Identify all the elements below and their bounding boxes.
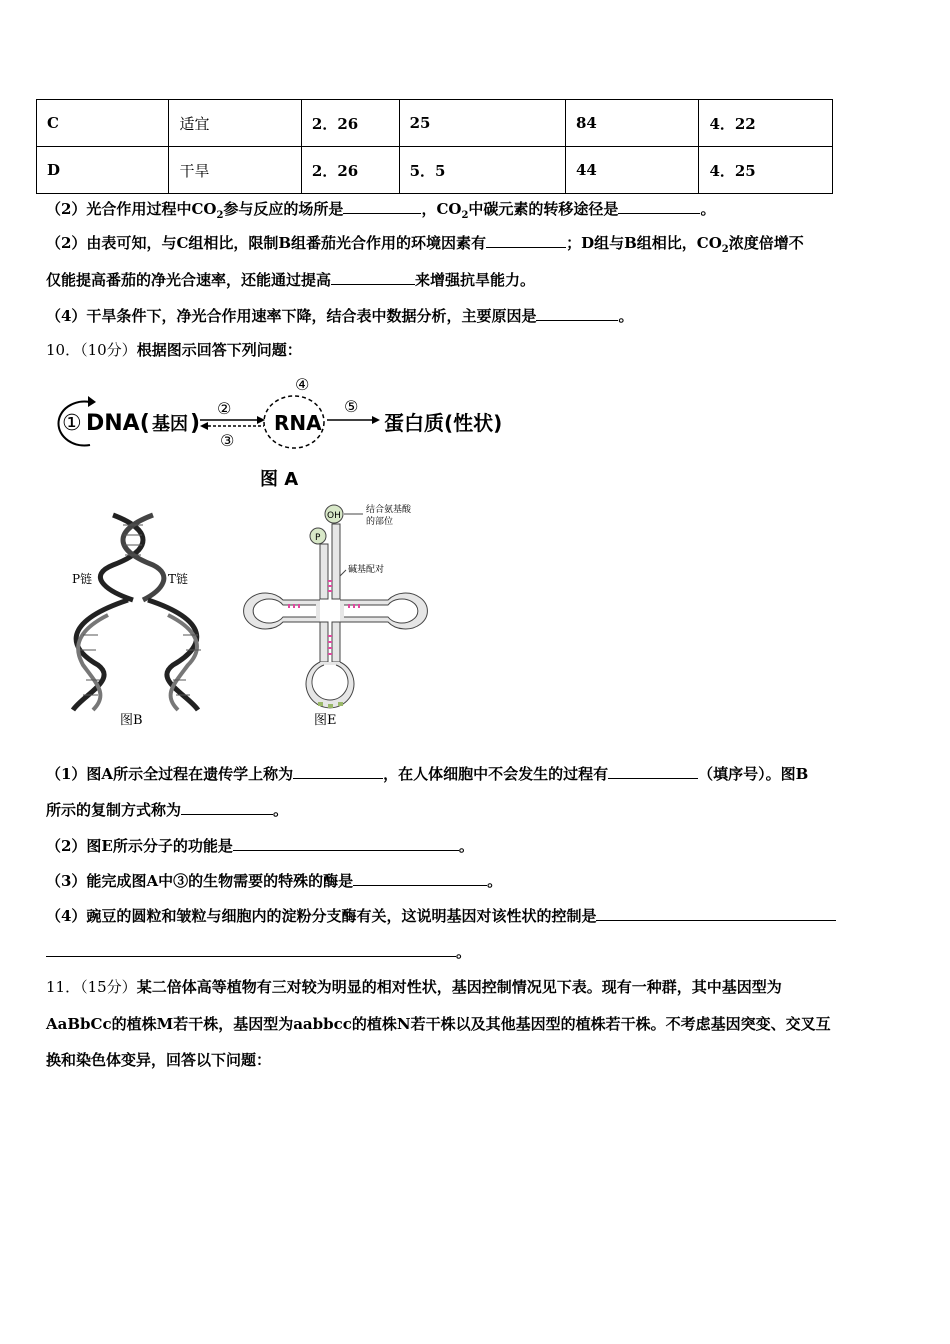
- answer-blank[interactable]: [233, 836, 459, 851]
- text: 。: [618, 307, 634, 325]
- figure-caption: 图B: [120, 713, 143, 728]
- question-line: [46, 1050, 271, 1070]
- stem-strand: [332, 524, 340, 599]
- question-line: [46, 1014, 831, 1034]
- answer-blank[interactable]: [46, 942, 456, 957]
- text: ；D组与B组相比，CO: [566, 234, 722, 252]
- question-line: [46, 270, 535, 290]
- anticodon-loop-inner: [312, 665, 348, 700]
- table-cell: 44: [565, 147, 698, 194]
- table-cell: 2．26: [301, 100, 399, 147]
- label-2: ②: [217, 399, 232, 418]
- table-row: [37, 100, 833, 147]
- question-line: [46, 836, 474, 856]
- label-5: ⑤: [344, 397, 359, 416]
- data-table: [36, 99, 833, 194]
- answer-blank[interactable]: [596, 906, 836, 921]
- answer-blank[interactable]: [353, 871, 487, 886]
- question-number: 11．（15分）: [46, 978, 137, 996]
- answer-blank[interactable]: [343, 199, 421, 214]
- subscript: 2: [721, 244, 729, 255]
- text: 某二倍体高等植物有三对较为明显的相对性状，基因控制情况见下表。现有一种群，其中基因型为: [136, 978, 782, 996]
- question-line: [46, 233, 804, 260]
- arrow-head-icon: [88, 396, 96, 407]
- text: （2）图E所示分子的功能是: [46, 837, 233, 855]
- table-cell: 5．5: [399, 147, 565, 194]
- protein-label: 蛋白质(性状): [384, 411, 503, 435]
- question-line: [46, 942, 471, 962]
- text: 来增强抗旱能力。: [415, 271, 536, 289]
- answer-blank[interactable]: [608, 764, 698, 779]
- table-cell: D: [37, 147, 169, 194]
- text: 。: [273, 801, 289, 819]
- base-pairing-label: 碱基配对: [348, 565, 385, 575]
- stem-strand: [320, 622, 328, 662]
- question-line: [46, 306, 633, 326]
- text: 。: [456, 943, 472, 961]
- question-line: [46, 800, 288, 820]
- arrow-head-icon: [200, 422, 208, 430]
- text: （4）豌豆的圆粒和皱粒与细胞内的淀粉分支酶有关，这说明基因对该性状的控制是: [46, 907, 597, 925]
- figure-caption: 图 A: [260, 469, 299, 490]
- base-pair-marks: [288, 604, 300, 608]
- base-pair-marks: [348, 604, 360, 608]
- text: （4）干旱条件下，净光合作用速率下降，结合表中数据分析，主要原因是: [46, 307, 537, 325]
- dna-label: DNA(: [86, 411, 150, 436]
- answer-blank[interactable]: [293, 764, 383, 779]
- text: 浓度倍增不: [728, 234, 804, 252]
- text: 。: [700, 200, 716, 218]
- table-cell: 4．22: [699, 100, 833, 147]
- text: 中碳元素的转移途径是: [468, 200, 619, 218]
- figure-b: [58, 505, 228, 730]
- table-cell: 干旱: [169, 147, 301, 194]
- t-strand-label: T链: [168, 572, 189, 586]
- base-pair-marks: [328, 580, 332, 592]
- text: ，在人体细胞中不会发生的过程有: [383, 765, 609, 783]
- label-3: ③: [220, 431, 235, 450]
- stem-strand: [320, 544, 328, 599]
- text: （3）能完成图A中③的生物需要的特殊的酶是: [46, 872, 354, 890]
- question-line: [46, 764, 808, 784]
- question-line: [46, 871, 502, 891]
- text: （1）图A所示全过程在遗传学上称为: [46, 765, 294, 783]
- text: 。: [487, 872, 503, 890]
- text: 所示的复制方式称为: [46, 801, 182, 819]
- table-cell: 25: [399, 100, 565, 147]
- table-cell: C: [37, 100, 169, 147]
- answer-blank[interactable]: [181, 800, 273, 815]
- answer-blank[interactable]: [331, 270, 415, 285]
- amino-acid-site-label: 结合氨基酸: [366, 505, 412, 515]
- question-number: 10．（10分）: [46, 341, 137, 359]
- question-title: 根据图示回答下列问题：: [136, 341, 302, 359]
- text: 仅能提高番茄的净光合速率，还能通过提高: [46, 271, 332, 289]
- table-cell: 适宜: [169, 100, 301, 147]
- answer-blank[interactable]: [486, 233, 566, 248]
- text: （填序号）。图B: [698, 765, 809, 783]
- p-strand-label: P链: [72, 572, 93, 586]
- table-cell: 4．25: [699, 147, 833, 194]
- gene-label: 基因: [152, 414, 188, 435]
- table-cell: 84: [565, 100, 698, 147]
- answer-blank[interactable]: [618, 199, 700, 214]
- text: 。: [458, 837, 474, 855]
- text: 换和染色体变异，回答以下问题：: [46, 1051, 272, 1069]
- text: （2）光合作用过程中CO: [46, 200, 217, 218]
- label-1: ①: [62, 411, 82, 436]
- arrow-head-icon: [372, 416, 380, 424]
- base-pair-marks: [328, 635, 332, 655]
- figure-caption: 图E: [314, 713, 337, 728]
- text: ，CO: [421, 200, 462, 218]
- text: （2）由表可知，与C组相比，限制B组番茄光合作用的环境因素有: [46, 234, 487, 252]
- figure-a: [52, 370, 552, 495]
- question-header: [46, 977, 782, 997]
- question-header: [46, 340, 302, 360]
- amino-acid-site-label-2: 的部位: [366, 517, 394, 527]
- paren: ): [190, 411, 201, 436]
- text: 参与反应的场所是: [223, 200, 344, 218]
- oh-label: OH: [327, 511, 341, 521]
- answer-blank[interactable]: [536, 306, 618, 321]
- label-4: ④: [295, 375, 310, 394]
- subscript: 2: [461, 210, 469, 221]
- question-line: [46, 199, 715, 226]
- p-label: P: [315, 533, 321, 543]
- figure-e: [238, 500, 438, 730]
- subscript: 2: [216, 210, 224, 221]
- stem-strand: [332, 622, 340, 662]
- text: AaBbCc的植株M若干株，基因型为aabbcc的植株N若干株以及其他基因型的植株若干株。不考虑基因突变、交叉互: [46, 1015, 831, 1033]
- question-line: [46, 906, 836, 926]
- rna-label: RNA: [274, 411, 322, 435]
- table-cell: 2．26: [301, 147, 399, 194]
- table-row: [37, 147, 833, 194]
